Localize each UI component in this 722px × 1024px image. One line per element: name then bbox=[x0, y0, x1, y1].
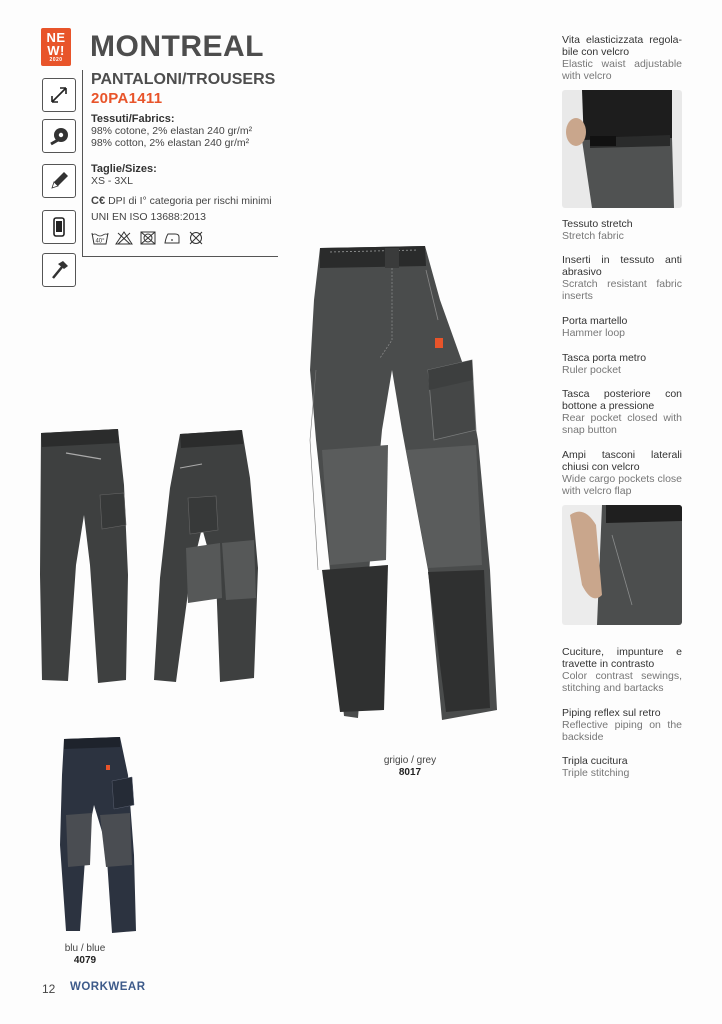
variant-blue-label: blu / blue bbox=[64, 943, 106, 954]
product-code: 20PA1411 bbox=[91, 90, 163, 107]
iron-low-icon bbox=[163, 231, 181, 245]
feature-elastic-waist: Vita elasticizzata regola-bile con velcro Elastic waist adjustable with velcro bbox=[562, 34, 682, 82]
sizes-value: XS - 3XL bbox=[91, 175, 134, 187]
feature-rear-pocket: Tasca posteriore con bottone a pressione Rear pocket closed with snap button bbox=[562, 388, 682, 436]
product-title: MONTREAL bbox=[90, 30, 264, 63]
phone-icon bbox=[42, 210, 76, 244]
feature-hammer-loop: Porta martello Hammer loop bbox=[562, 315, 628, 339]
dpi-text: DPI di I° categoria per rischi minimi bbox=[108, 195, 272, 207]
photo-waist-detail bbox=[562, 90, 682, 208]
arrows-icon bbox=[42, 78, 76, 112]
variant-grey-code: 8017 bbox=[398, 767, 422, 778]
trousers-grey-front bbox=[300, 240, 505, 730]
feature-triple-stitching: Tripla cucitura Triple stitching bbox=[562, 755, 630, 779]
ce-mark: C€ bbox=[91, 195, 106, 207]
fabrics-en: 98% cotton, 2% elastan 240 gr/m² bbox=[91, 137, 250, 149]
iso-standard: UNI EN ISO 13688:2013 bbox=[91, 211, 206, 223]
no-dry-clean-icon bbox=[187, 231, 205, 245]
divider-horizontal bbox=[82, 256, 278, 257]
page-number: 12 bbox=[42, 982, 56, 996]
variant-grey-label: grigio / grey bbox=[383, 755, 437, 766]
variant-blue-code: 4079 bbox=[73, 955, 97, 966]
feature-reflective-piping: Piping reflex sul retro Reflective piping on the backside bbox=[562, 707, 682, 743]
svg-text:40°: 40° bbox=[95, 238, 105, 245]
feature-ruler-pocket: Tasca porta metro Ruler pocket bbox=[562, 352, 647, 376]
feature-abrasion-inserts: Inserti in tessuto anti abrasivo Scratch resistant fabric inserts bbox=[562, 254, 682, 302]
feature-cargo-pockets: Ampi tasconi laterali chiusi con velcro Wide cargo pockets close with velcro flap bbox=[562, 449, 682, 497]
new-badge: NE W! 2020 bbox=[41, 28, 71, 66]
trousers-blue-front bbox=[58, 735, 140, 935]
section-title: WORKWEAR bbox=[70, 981, 146, 993]
feature-contrast-stitching: Cuciture, impunture e travette in contrasto Color contrast sewings, stitching and bartacks bbox=[562, 646, 682, 694]
ce-certification bbox=[91, 195, 272, 207]
fabrics-title: Tessuti/Fabrics: bbox=[91, 113, 175, 125]
no-bleach-icon bbox=[115, 231, 133, 245]
hammer-icon bbox=[42, 253, 76, 287]
trousers-grey-side bbox=[150, 428, 262, 686]
photo-pocket-detail bbox=[562, 505, 682, 625]
wash-40-icon bbox=[91, 231, 109, 245]
no-tumble-dry-icon bbox=[139, 231, 157, 245]
sizes-title: Taglie/Sizes: bbox=[91, 163, 157, 175]
pencil-icon bbox=[42, 164, 76, 198]
care-symbols bbox=[91, 231, 205, 245]
divider-vertical bbox=[82, 70, 83, 256]
product-subtitle: PANTALONI/TROUSERS bbox=[91, 71, 276, 88]
feature-stretch: Tessuto stretch Stretch fabric bbox=[562, 218, 633, 242]
trousers-grey-back bbox=[36, 425, 131, 687]
fabrics-it: 98% cotone, 2% elastan 240 gr/m² bbox=[91, 125, 253, 137]
measuring-tape-icon bbox=[42, 119, 76, 153]
